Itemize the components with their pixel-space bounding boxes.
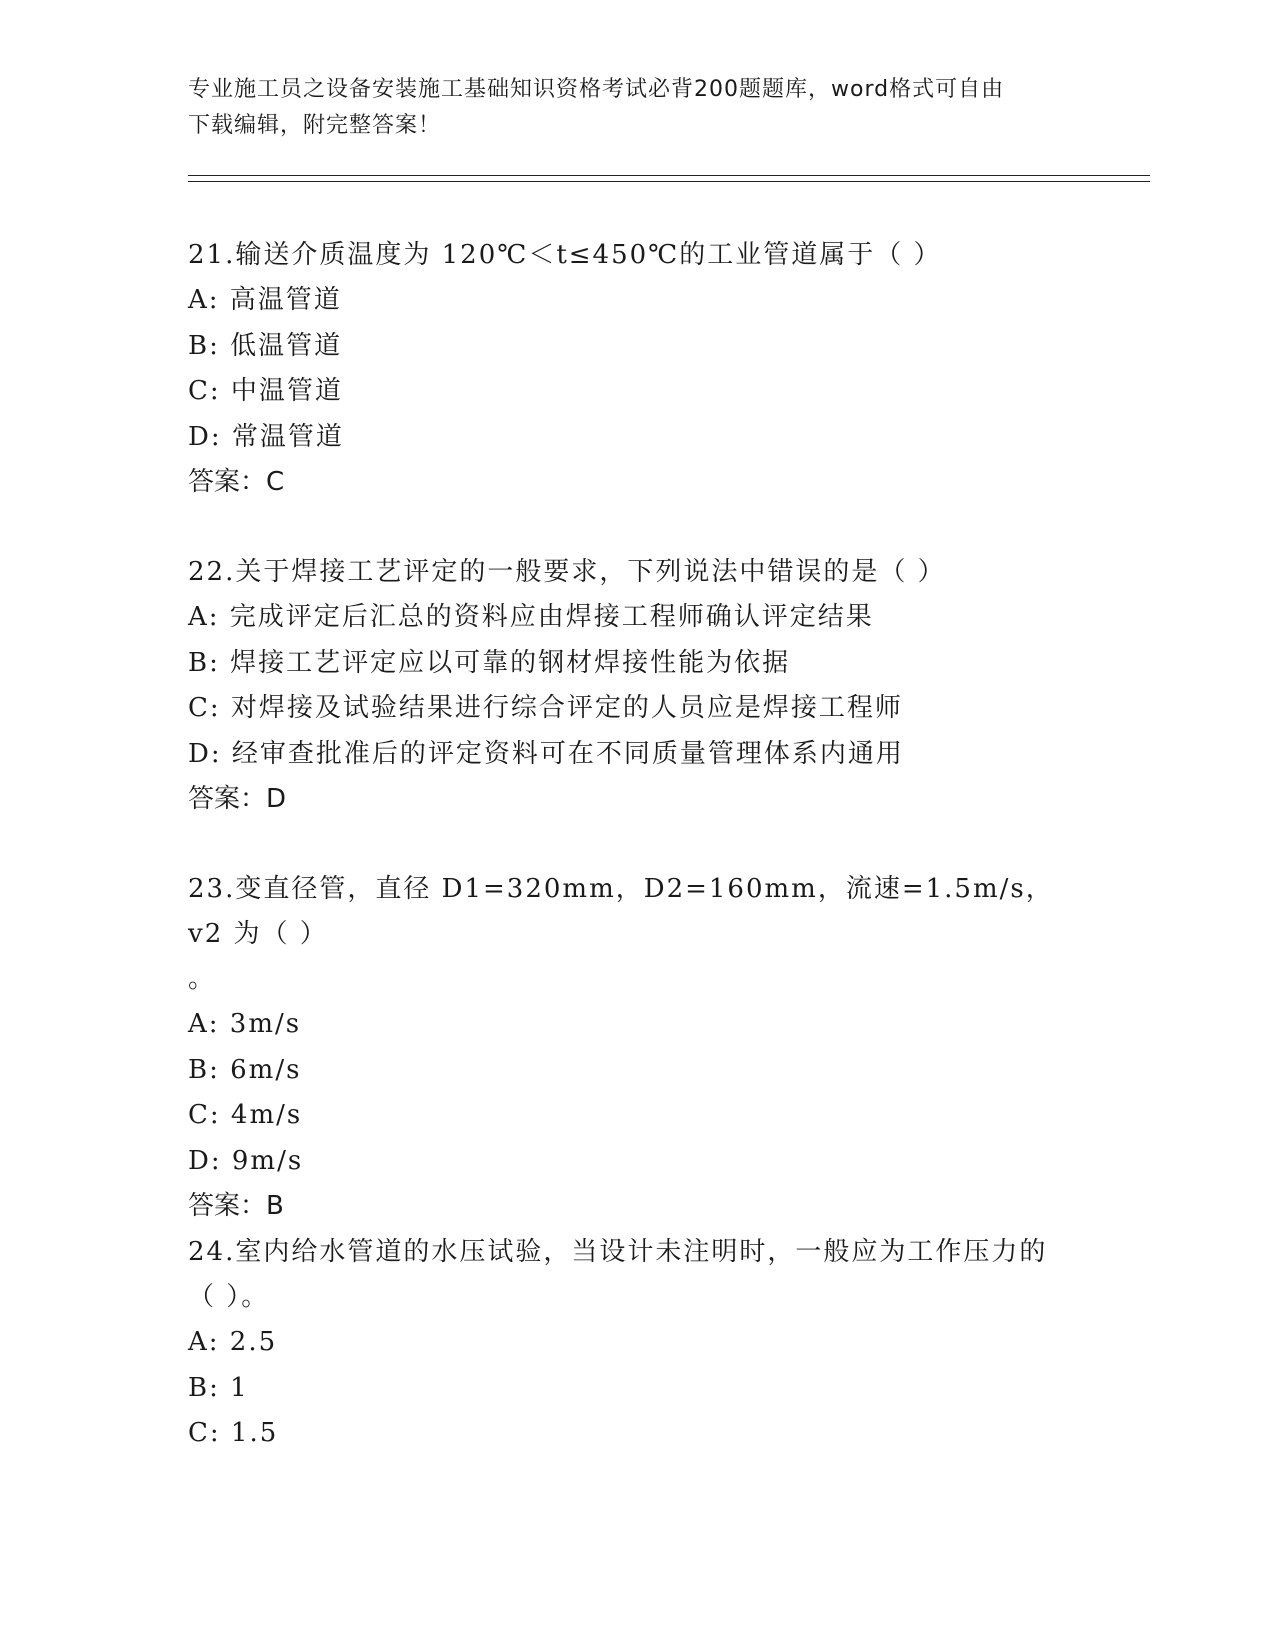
option-d: D: 9m/s: [188, 1145, 304, 1176]
question-title: 24.室内给水管道的水压试验，当设计未注明时，一般应为工作压力的: [188, 1237, 1048, 1267]
question-title: 22.关于焊接工艺评定的一般要求，下列说法中错误的是（ ）: [188, 557, 946, 587]
question-title-continuation: 。: [188, 964, 217, 994]
question-title-continuation: （ ）。: [188, 1282, 270, 1312]
question-22: [188, 550, 1088, 823]
question-21: [188, 233, 1088, 506]
option-b: B: 低温管道: [188, 330, 343, 361]
option-a: A: 高温管道: [188, 285, 342, 315]
option-c: C: 1.5: [188, 1418, 279, 1448]
option-d: D: 经审查批准后的评定资料可在不同质量管理体系内通用: [188, 738, 904, 769]
question-24: [188, 1230, 1088, 1457]
question-title: 23.变直径管，直径 D1=320mm，D2=160mm，流速=1.5m/s，v2 为（ ）: [188, 874, 1054, 949]
option-b: B: 6m/s: [188, 1054, 302, 1085]
answer: 答案：C: [188, 467, 285, 497]
answer: 答案：D: [188, 784, 287, 814]
option-c: C: 4m/s: [188, 1100, 303, 1130]
header-divider-top: [188, 175, 1150, 176]
option-b: B: 焊接工艺评定应以可靠的钢材焊接性能为依据: [188, 647, 791, 678]
option-a: A: 3m/s: [188, 1009, 302, 1039]
question-23: [188, 867, 1088, 1230]
answer: 答案：B: [188, 1191, 284, 1221]
option-c: C: 对焊接及试验结果进行综合评定的人员应是焊接工程师: [188, 693, 903, 723]
option-c: C: 中温管道: [188, 376, 343, 406]
question-title: 21.输送介质温度为 120℃＜t≤450℃的工业管道属于（ ）: [188, 240, 942, 270]
option-b: B: 1: [188, 1372, 249, 1403]
option-a: A: 2.5: [188, 1327, 278, 1357]
header-divider-bottom: [188, 181, 1150, 182]
document-intro: 专业施工员之设备安装施工基础知识资格考试必背200题题库，word格式可自由 下载编辑，附完整答案！: [188, 77, 1005, 138]
option-d: D: 常温管道: [188, 421, 344, 452]
option-a: A: 完成评定后汇总的资料应由焊接工程师确认评定结果: [188, 602, 874, 632]
